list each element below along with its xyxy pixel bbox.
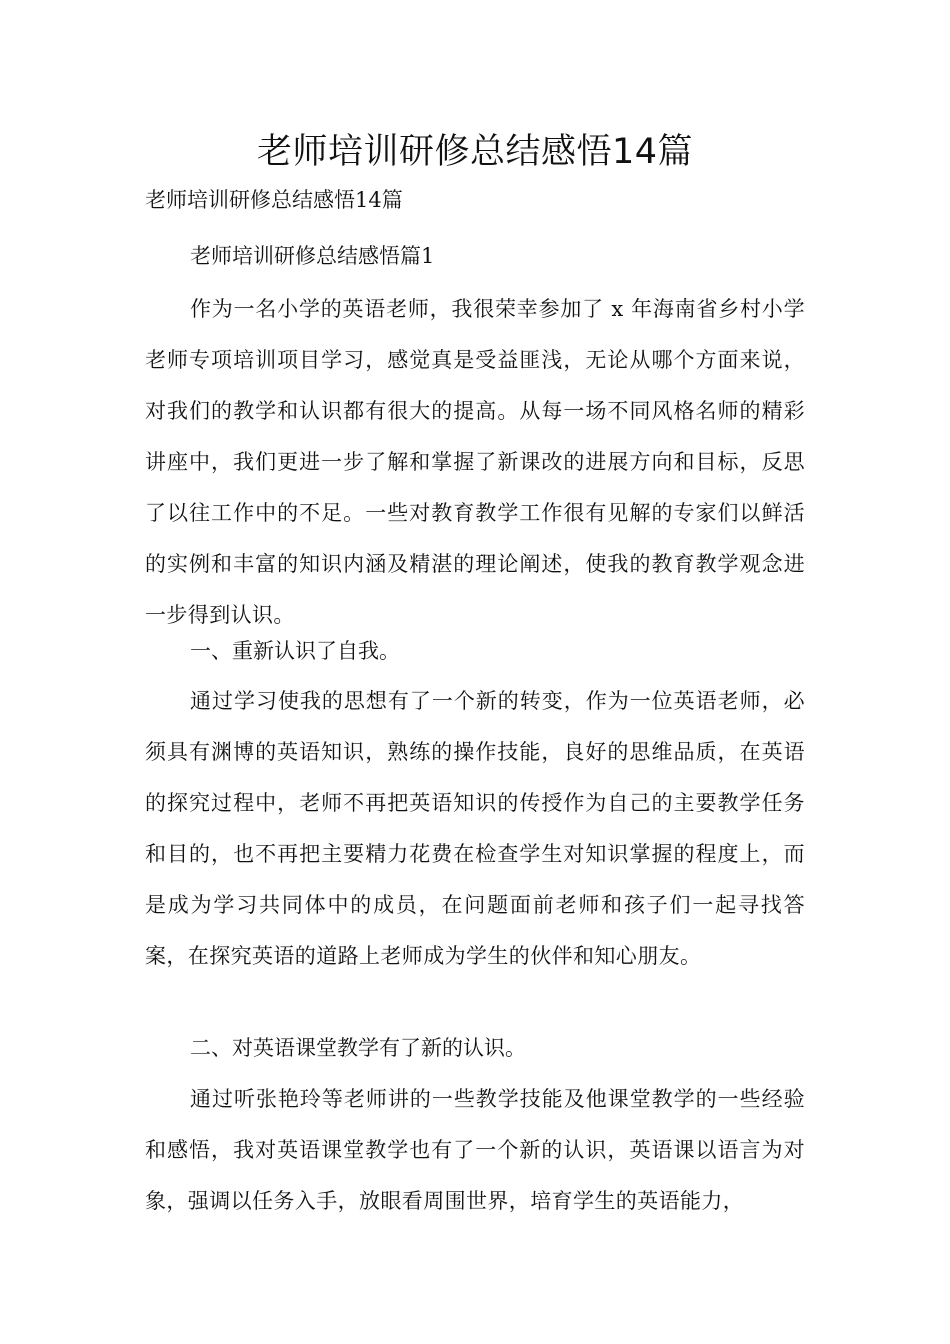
article-heading: 老师培训研修总结感悟篇1: [190, 244, 435, 268]
paragraph-1: 作为一名小学的英语老师，我很荣幸参加了 x 年海南省乡村小学老师专项培训项目学习，感觉真是受益匪浅，无论从哪个方面来说，对我们的教学和认识都有很大的提高。从每一场不同风格名师的精彩讲座中，我们更进一步了解和掌握了新课改的进展方向和目标，反思了以往工作中的不足。一些对教育教学工作很有见解的专家们以鲜活的实例和丰富的知识内涵及精湛的理论阐述，使我的教育教学观念进一步得到认识。: [145, 297, 805, 627]
document-subtitle: 老师培训研修总结感悟14篇: [145, 188, 403, 212]
paragraph-3: 通过听张艳玲等老师讲的一些教学技能及他课堂教学的一些经验和感悟，我对英语课堂教学也有了一个新的认识，英语课以语言为对象，强调以任务入手，放眼看周围世界，培育学生的英语能力，: [145, 1087, 805, 1213]
section-heading-1: 一、重新认识了自我。: [190, 639, 400, 663]
document-title: 老师培训研修总结感悟14篇: [256, 132, 694, 172]
section-heading-2: 二、对英语课堂教学有了新的认识。: [190, 1036, 526, 1060]
paragraph-2: 通过学习使我的思想有了一个新的转变，作为一位英语老师，必须具有渊博的英语知识，熟练的操作技能，良好的思维品质，在英语的探究过程中，老师不再把英语知识的传授作为自己的主要教学任务和目的，也不再把主要精力花费在检查学生对知识掌握的程度上，而是成为学习共同体中的成员，在问题面前老师和孩子们一起寻找答案，在探究英语的道路上老师成为学生的伙伴和知心朋友。: [145, 689, 805, 968]
